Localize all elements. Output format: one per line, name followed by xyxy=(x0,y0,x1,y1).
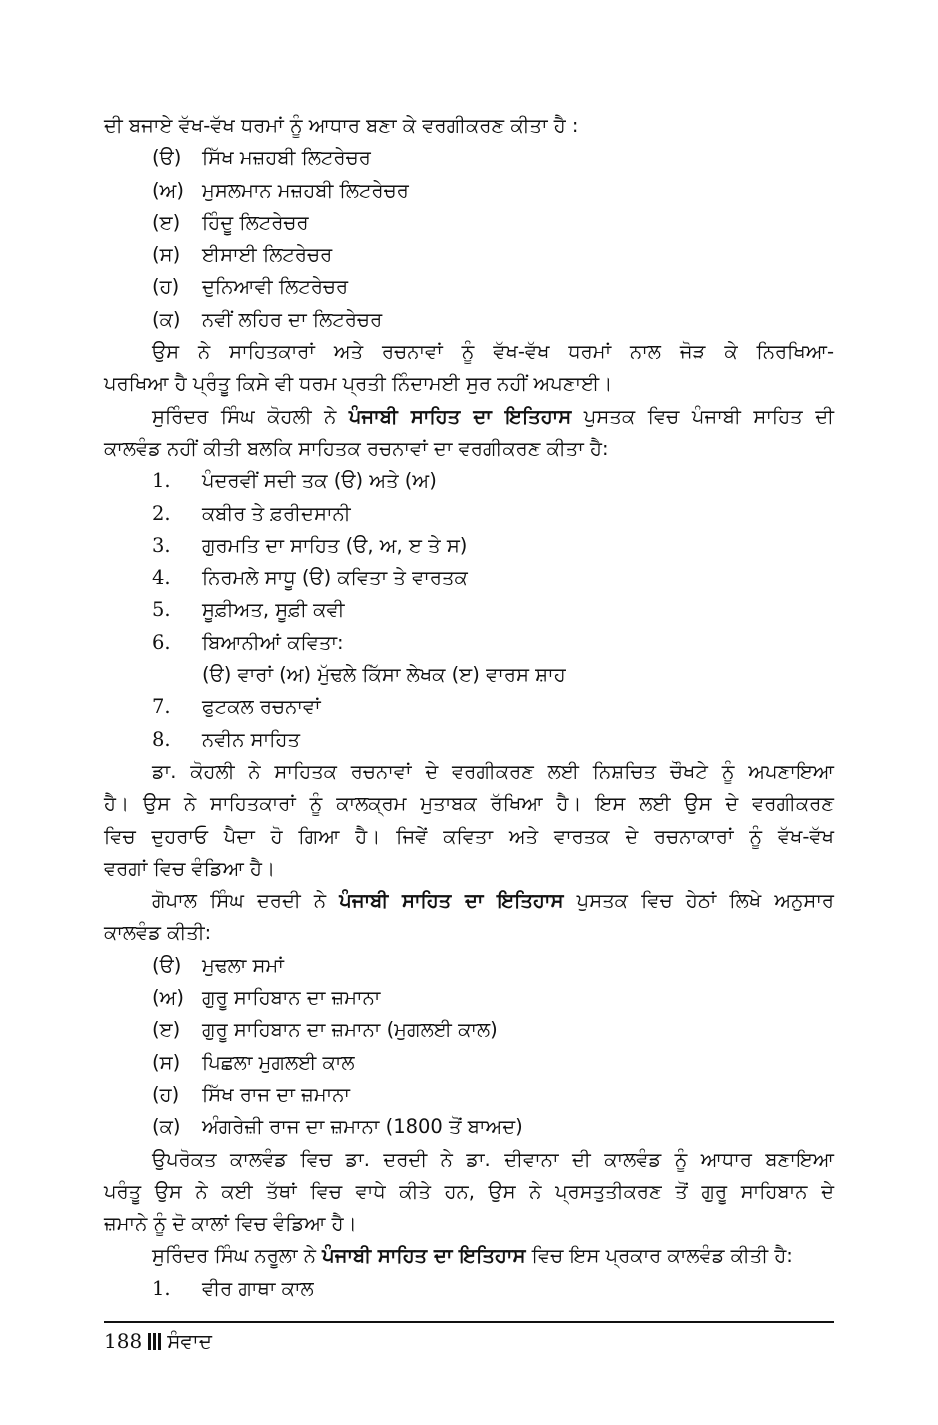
book-title: ਪੰਜਾਬੀ ਸਾਹਿਤ ਦਾ ਇਤਿਹਾਸ xyxy=(348,404,572,428)
list-item: (ੳ) ਸਿੱਖ ਮਜ਼ਹਬੀ ਲਿਟਰੇਚਰ xyxy=(152,146,371,170)
list-item: (ਸ) ਪਿਛਲਾ ਮੁਗਲਈ ਕਾਲ xyxy=(152,1050,355,1074)
paragraph-line: ਗੋਪਾਲ ਸਿੰਘ ਦਰਦੀ ਨੇ ਪੰਜਾਬੀ ਸਾਹਿਤ ਦਾ ਇਤਿਹਾਸ ਪੁਸਤਕ ਵਿਚ ਹੇਠਾਂ ਲਿਖੇ ਅਨੁਸਾਰ xyxy=(152,889,834,913)
page-number: 188 xyxy=(104,1329,143,1353)
paragraph-line: ਉਸ ਨੇ ਸਾਹਿਤਕਾਰਾਂ ਅਤੇ ਰਚਨਾਵਾਂ ਨੂੰ ਵੱਖ-ਵੱਖ ਧਰਮਾਂ ਨਾਲ ਜੋੜ ਕੇ ਨਿਰਖਿਆ- xyxy=(152,340,834,364)
paragraph-line: ਡਾ. ਕੋਹਲੀ ਨੇ ਸਾਹਿਤਕ ਰਚਨਾਵਾਂ ਦੇ ਵਰਗੀਕਰਣ ਲਈ ਨਿਸ਼ਚਿਤ ਚੌਖਟੇ ਨੂੰ ਅਪਣਾਇਆ xyxy=(152,759,834,783)
list-item: (ੲ) ਗੁਰੂ ਸਾਹਿਬਾਨ ਦਾ ਜ਼ਮਾਨਾ (ਮੁਗਲਈ ਕਾਲ) xyxy=(152,1018,498,1042)
separator-bars-icon xyxy=(148,1333,161,1350)
list-item: 7. ਫੁਟਕਲ ਰਚਨਾਵਾਂ xyxy=(152,695,321,719)
list-dardi xyxy=(104,950,834,1144)
paragraph-line: ਹੈ। ਉਸ ਨੇ ਸਾਹਿਤਕਾਰਾਂ ਨੂੰ ਕਾਲਕ੍ਰਮ ਮੁਤਾਬਕ ਰੱਖਿਆ ਹੈ। ਇਸ ਲਈ ਉਸ ਦੇ ਵਰਗੀਕਰਣ xyxy=(104,792,834,816)
book-title: ਪੰਜਾਬੀ ਸਾਹਿਤ ਦਾ ਇਤਿਹਾਸ xyxy=(339,889,564,913)
paragraph-line: ਵਿਚ ਦੁਹਰਾਓ ਪੈਦਾ ਹੋ ਗਿਆ ਹੈ। ਜਿਵੇਂ ਕਵਿਤਾ ਅਤੇ ਵਾਰਤਕ ਦੇ ਰਚਨਾਕਾਰਾਂ ਨੂੰ ਵੱਖ-ਵੱਖ xyxy=(104,824,834,848)
book-title: ਪੰਜਾਬੀ ਸਾਹਿਤ ਦਾ ਇਤਿਹਾਸ xyxy=(322,1244,526,1268)
list-item: (ਹ) ਦੁਨਿਆਵੀ ਲਿਟਰੇਚਰ xyxy=(152,275,349,299)
paragraph-line: ਜ਼ਮਾਨੇ ਨੂੰ ਦੋ ਕਾਲਾਂ ਵਿਚ ਵੰਡਿਆ ਹੈ। xyxy=(104,1212,357,1236)
paragraph-line: ਸੁਰਿੰਦਰ ਸਿੰਘ ਨਰੂਲਾ ਨੇ ਪੰਜਾਬੀ ਸਾਹਿਤ ਦਾ ਇਤਿਹਾਸ ਵਿਚ ਇਸ ਪ੍ਰਕਾਰ ਕਾਲਵੰਡ ਕੀਤੀ ਹੈ: xyxy=(152,1244,793,1268)
paragraph-line: ਵਰਗਾਂ ਵਿਚ ਵੰਡਿਆ ਹੈ। xyxy=(104,856,276,880)
page-body xyxy=(104,110,834,1305)
paragraph-line: ਸੁਰਿੰਦਰ ਸਿੰਘ ਕੋਹਲੀ ਨੇ ਪੰਜਾਬੀ ਸਾਹਿਤ ਦਾ ਇਤਿਹਾਸ ਪੁਸਤਕ ਵਿਚ ਪੰਜਾਬੀ ਸਾਹਿਤ ਦੀ xyxy=(152,404,834,428)
paragraph xyxy=(104,1240,834,1272)
paragraph-line: ਕਾਲਵੰਡ ਨਹੀਂ ਕੀਤੀ ਬਲਕਿ ਸਾਹਿਤਕ ਰਚਨਾਵਾਂ ਦਾ ਵਰਗੀਕਰਣ ਕੀਤਾ ਹੈ: xyxy=(104,436,609,460)
paragraph xyxy=(104,336,834,401)
list-narula xyxy=(104,1273,834,1305)
paragraph xyxy=(104,1144,834,1241)
list-religions xyxy=(104,142,834,336)
paragraph-line: ਦੀ ਬਜਾਏ ਵੱਖ-ਵੱਖ ਧਰਮਾਂ ਨੂੰ ਆਧਾਰ ਬਣਾ ਕੇ ਵਰਗੀਕਰਣ ਕੀਤਾ ਹੈ : xyxy=(104,114,579,137)
list-item: (ੲ) ਹਿੰਦੂ ਲਿਟਰੇਚਰ xyxy=(152,210,309,234)
list-item: 8. ਨਵੀਨ ਸਾਹਿਤ xyxy=(152,727,300,751)
list-item: 1. ਪੰਦਰਵੀਂ ਸਦੀ ਤਕ (ੳ) ਅਤੇ (ਅ) xyxy=(152,469,437,493)
list-item: (ਸ) ਈਸਾਈ ਲਿਟਰੇਚਰ xyxy=(152,243,333,267)
list-kohli xyxy=(104,465,834,756)
paragraph-line: ਉਪਰੋਕਤ ਕਾਲਵੰਡ ਵਿਚ ਡਾ. ਦਰਦੀ ਨੇ ਡਾ. ਦੀਵਾਨਾ ਦੀ ਕਾਲਵੰਡ ਨੂੰ ਆਧਾਰ ਬਣਾਇਆ xyxy=(152,1147,834,1171)
list-item: (ਅ) ਗੁਰੂ ਸਾਹਿਬਾਨ ਦਾ ਜ਼ਮਾਨਾ xyxy=(152,986,381,1010)
list-item: (ਅ) ਮੁਸਲਮਾਨ ਮਜ਼ਹਬੀ ਲਿਟਰੇਚਰ xyxy=(152,178,409,202)
list-item: 1. ਵੀਰ ਗਾਥਾ ਕਾਲ xyxy=(152,1276,314,1300)
list-item: (ੳ) ਮੁਢਲਾ ਸਮਾਂ xyxy=(152,953,284,977)
paragraph xyxy=(104,401,834,466)
paragraph xyxy=(104,756,834,885)
list-item: 2. ਕਬੀਰ ਤੇ ਫ਼ਰੀਦਸਾਨੀ xyxy=(152,501,351,525)
list-item: 3. ਗੁਰਮਤਿ ਦਾ ਸਾਹਿਤ (ੳ, ਅ, ੲ ਤੇ ਸ) xyxy=(152,533,468,557)
list-item: (ਕ) ਨਵੀਂ ਲਹਿਰ ਦਾ ਲਿਟਰੇਚਰ xyxy=(152,307,383,331)
paragraph-line: ਪਰੰਤੂ ਉਸ ਨੇ ਕਈ ਤੱਥਾਂ ਵਿਚ ਵਾਧੇ ਕੀਤੇ ਹਨ, ਉਸ ਨੇ ਪ੍ਰਸਤੁਤੀਕਰਣ ਤੋਂ ਗੁਰੂ ਸਾਹਿਬਾਨ ਦੇ xyxy=(104,1179,834,1203)
list-item: 6. ਬਿਆਨੀਆਂ ਕਵਿਤਾ: xyxy=(152,630,344,654)
page-footer xyxy=(104,1321,834,1353)
list-item: (ਕ) ਅੰਗਰੇਜ਼ੀ ਰਾਜ ਦਾ ਜ਼ਮਾਨਾ (1800 ਤੋਂ ਬਾਅਦ) xyxy=(152,1115,523,1139)
running-title: ਸੰਵਾਦ xyxy=(167,1329,212,1353)
paragraph xyxy=(104,885,834,950)
list-item: (ਹ) ਸਿੱਖ ਰਾਜ ਦਾ ਜ਼ਮਾਨਾ xyxy=(152,1082,350,1106)
list-item: 5. ਸੂਫ਼ੀਅਤ, ਸੂਫ਼ੀ ਕਵੀ xyxy=(152,598,345,622)
list-subitem: (ੳ) ਵਾਰਾਂ (ਅ) ਮੁੱਢਲੇ ਕਿੱਸਾ ਲੇਖਕ (ੲ) ਵਾਰਸ ਸ਼ਾਹ xyxy=(202,663,566,687)
paragraph-line: ਕਾਲਵੰਡ ਕੀਤੀ: xyxy=(104,921,212,945)
paragraph-line: ਪਰਖਿਆ ਹੈ ਪ੍ਰੰਤੂ ਕਿਸੇ ਵੀ ਧਰਮ ਪ੍ਰਤੀ ਨਿੰਦਾਮਈ ਸੁਰ ਨਹੀਂ ਅਪਣਾਈ। xyxy=(104,372,613,396)
list-item: 4. ਨਿਰਮਲੇ ਸਾਧੂ (ੳ) ਕਵਿਤਾ ਤੇ ਵਾਰਤਕ xyxy=(152,566,468,590)
